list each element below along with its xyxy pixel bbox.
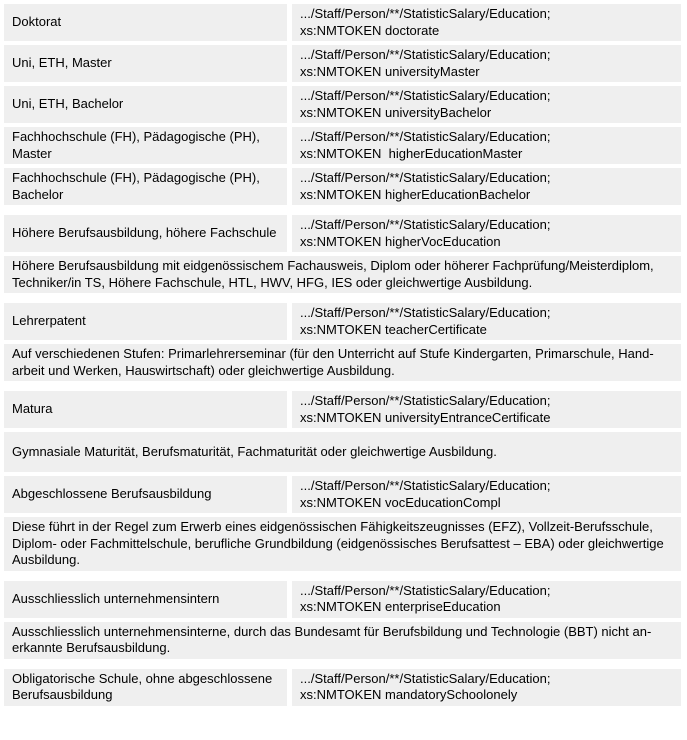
xpath-line: .../Staff/Person/**/StatisticSalary/Education; [300,129,551,144]
value-cell [292,86,681,123]
education-label: Uni, ETH, Master [4,45,287,82]
table-row [4,4,681,41]
table-row [4,215,681,252]
value-cell [292,476,681,513]
token-line: xs:NMTOKEN universityMaster [300,63,480,79]
education-label: Obligatorische Schule, ohne abgeschlossene Berufsausbildung [4,669,287,706]
xpath-line: .../Staff/Person/**/StatisticSalary/Education; [300,393,551,408]
xpath-line: .../Staff/Person/**/StatisticSalary/Education; [300,6,551,21]
token-line: xs:NMTOKEN universityEntranceCertificate [300,409,551,425]
education-label: Ausschliesslich unternehmensintern [4,581,287,618]
token-line: xs:NMTOKEN vocEducationCompl [300,494,501,510]
token-line: xs:NMTOKEN higherEducationMaster [300,145,523,161]
value-cell [292,45,681,82]
table-row [4,168,681,205]
token-line: xs:NMTOKEN mandatorySchoolonely [300,687,518,702]
education-label: Fachhochschule (FH), Pädagogische (PH), Master [4,127,287,164]
education-label: Fachhochschule (FH), Pädagogische (PH), Bachelor [4,168,287,205]
value-cell [292,215,681,252]
token-line: xs:NMTOKEN teacherCertificate [300,321,487,337]
table-row [4,45,681,82]
education-label: Abgeschlossene Berufsausbildung [4,476,287,513]
table-row [4,127,681,164]
description-row: Gymnasiale Maturität, Berufsmaturität, Fachmaturität oder gleichwertige Ausbildung. [4,432,681,472]
xpath-line: .../Staff/Person/**/StatisticSalary/Education; [300,478,551,493]
xpath-line: .../Staff/Person/**/StatisticSalary/Education; [300,88,551,103]
value-cell [292,669,681,706]
value-cell [292,303,681,340]
value-cell [292,127,681,164]
value-cell [292,4,681,41]
description-row: Höhere Berufsausbildung mit eidgenössischem Fachausweis, Diplom oder höherer Fachprüfung/Meisterdiplom, Techniker/in TS, Höhere Fachschule, HTL, HWV, HFG, IES oder gleichwertige Ausbildung. [4,256,681,293]
education-label: Lehrerpatent [4,303,287,340]
xpath-line: .../Staff/Person/**/StatisticSalary/Education; [300,305,551,320]
xpath-line: .../Staff/Person/**/StatisticSalary/Education; [300,47,551,62]
token-line: xs:NMTOKEN higherEducationBachelor [300,186,531,202]
description-row: Ausschliesslich unternehmensinterne, durch das Bundesamt für Berufsbildung und Technologie (BBT) nicht anerkannte Berufsausbildung. [4,622,681,659]
education-label: Uni, ETH, Bachelor [4,86,287,123]
table-row [4,391,681,428]
xpath-line: .../Staff/Person/**/StatisticSalary/Education; [300,670,551,686]
value-cell [292,391,681,428]
table-row [4,669,681,706]
description-row: Diese führt in der Regel zum Erwerb eines eidgenössischen Fähigkeitszeugnisses (EFZ), Vollzeit-Berufsschule, Diplom- oder Fachmittelschule, berufliche Grundbildung (eidgenössisches Berufsattest – EBA) oder gleichwertige Ausbildung. [4,517,681,571]
education-label: Doktorat [4,4,287,41]
education-label: Matura [4,391,287,428]
token-line: xs:NMTOKEN enterpriseEducation [300,599,501,614]
table-row [4,476,681,513]
education-label: Höhere Berufsausbildung, höhere Fachschule [4,215,287,252]
table-row [4,86,681,123]
value-cell [292,581,681,618]
value-cell [292,168,681,205]
table-row [4,303,681,340]
xpath-line: .../Staff/Person/**/StatisticSalary/Education; [300,170,551,185]
table-row [4,581,681,618]
token-line: xs:NMTOKEN universityBachelor [300,104,492,120]
xpath-line: .../Staff/Person/**/StatisticSalary/Education; [300,582,551,598]
token-line: xs:NMTOKEN higherVocEducation [300,233,501,249]
description-row: Auf verschiedenen Stufen: Primarlehrerseminar (für den Unterricht auf Stufe Kindergarten, Primarschule, Handarbeit und Werken, Hauswirtschaft) oder gleichwertige Ausbildung. [4,344,681,381]
xpath-line: .../Staff/Person/**/StatisticSalary/Education; [300,217,551,232]
token-line: xs:NMTOKEN doctorate [300,22,440,38]
